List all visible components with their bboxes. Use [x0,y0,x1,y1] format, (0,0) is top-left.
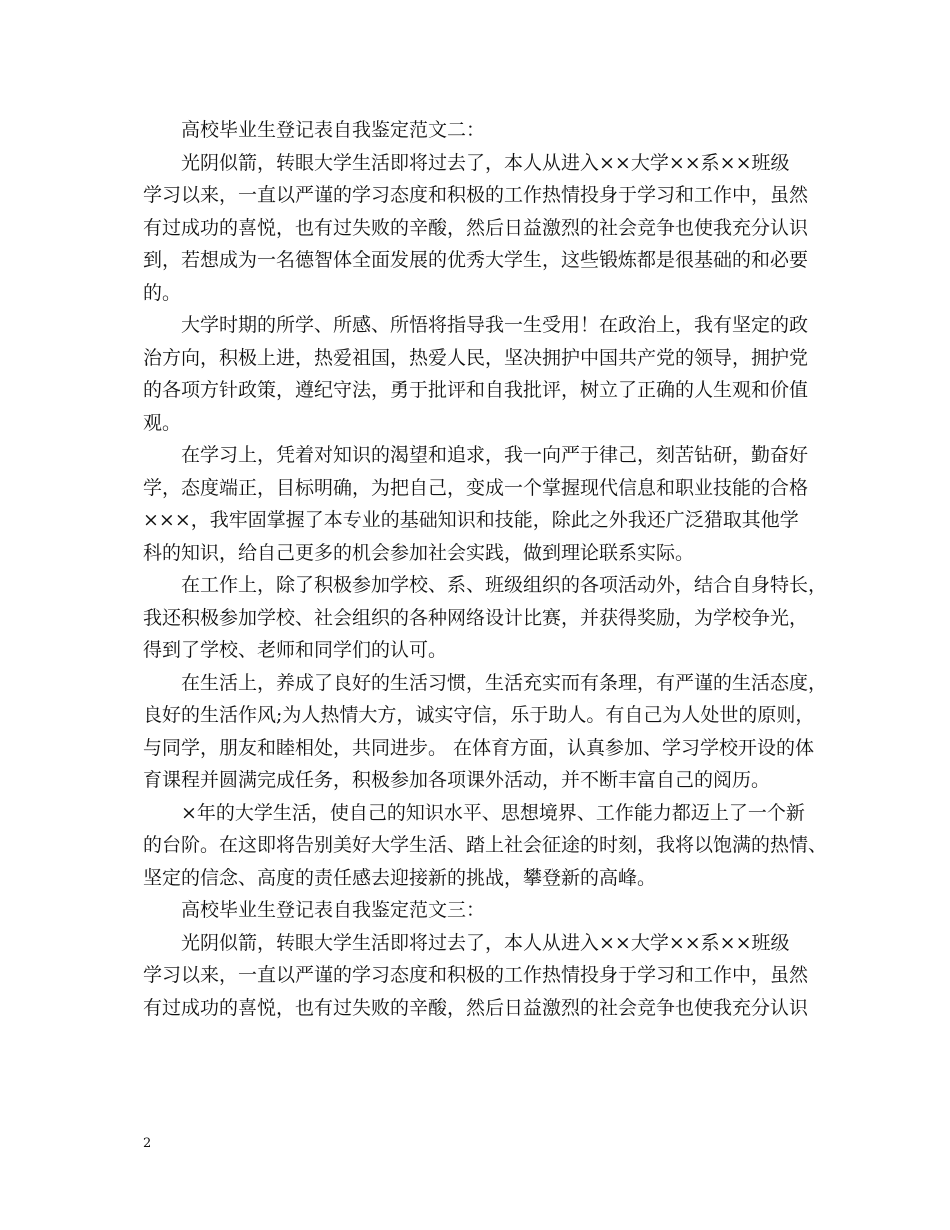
text-line: ×年的大学生活，使自己的知识水平、思想境界、工作能力都迈上了一个新 [181,801,805,824]
text-line: 有过成功的喜悦，也有过失败的辛酸，然后日益激烈的社会竞争也使我充分认识 [143,996,809,1019]
text-line: 育课程并圆满完成任务，积极参加各项课外活动，并不断丰富自己的阅历。 [143,769,771,791]
text-line: 我还积极参加学校、社会组织的各种网络设计比赛，并获得奖励，为学校争光， [143,606,809,629]
text-line: 学习以来，一直以严谨的学习态度和积极的工作热情投身于学习和工作中，虽然 [143,184,809,206]
text-line: 有过成功的喜悦，也有过失败的辛酸，然后日益激烈的社会竞争也使我充分认识 [143,216,809,239]
text-line: 的。 [143,281,182,304]
text-line: 在学习上，凭着对知识的渴望和追求，我一向严于律己，刻苦钻研，勤奋好 [181,444,809,466]
text-line: 到，若想成为一名德智体全面发展的优秀大学生，这些锻炼都是很基础的和必要 [143,249,809,271]
text-line: 在生活上，养成了良好的生活习惯，生活充实而有条理，有严谨的生活态度， [181,671,828,694]
text-line: 得到了学校、老师和同学们的认可。 [143,639,448,661]
text-line: 学习以来，一直以严谨的学习态度和积极的工作热情投身于学习和工作中，虽然 [143,964,809,986]
text-line: 大学时期的所学、所感、所悟将指导我一生受用！在政治上，我有坚定的政 [181,314,809,336]
text-line: 良好的生活作风;为人热情大方，诚实守信，乐于助人。有自己为人处世的原则， [143,704,815,726]
document-body [143,114,828,1024]
text-line: 在工作上，除了积极参加学校、系、班级组织的各项活动外，结合自身特长， [181,574,828,596]
text-line: 高校毕业生登记表自我鉴定范文二： [181,119,486,141]
text-line: 的台阶。在这即将告别美好大学生活、踏上社会征途的时刻，我将以饱满的热情、 [143,834,828,856]
text-line: 观。 [143,411,182,434]
text-line: 科的知识，给自己更多的机会参加社会实践，做到理论联系实际。 [143,541,695,564]
text-line: 光阴似箭，转眼大学生活即将过去了，本人从进入××大学××系××班级 [181,151,790,174]
text-line: 治方向，积极上进，热爱祖国，热爱人民，坚决拥护中国共产党的领导，拥护党 [143,346,809,369]
text-line: 光阴似箭，转眼大学生活即将过去了，本人从进入××大学××系××班级 [181,931,790,954]
text-line: ×××，我牢固掌握了本专业的基础知识和技能，除此之外我还广泛猎取其他学 [143,509,799,531]
text-line: 坚定的信念、高度的责任感去迎接新的挑战，攀登新的高峰。 [143,866,657,889]
text-line: 与同学，朋友和睦相处，共同进步。 在体育方面，认真参加、学习学校开设的体 [143,736,815,759]
page-number: 2 [143,1136,152,1151]
text-line: 高校毕业生登记表自我鉴定范文三： [181,899,486,921]
text-line: 的各项方针政策，遵纪守法，勇于批评和自我批评，树立了正确的人生观和价值 [143,379,809,401]
text-line: 学，态度端正，目标明确，为把自己，变成一个掌握现代信息和职业技能的合格 [143,476,809,499]
